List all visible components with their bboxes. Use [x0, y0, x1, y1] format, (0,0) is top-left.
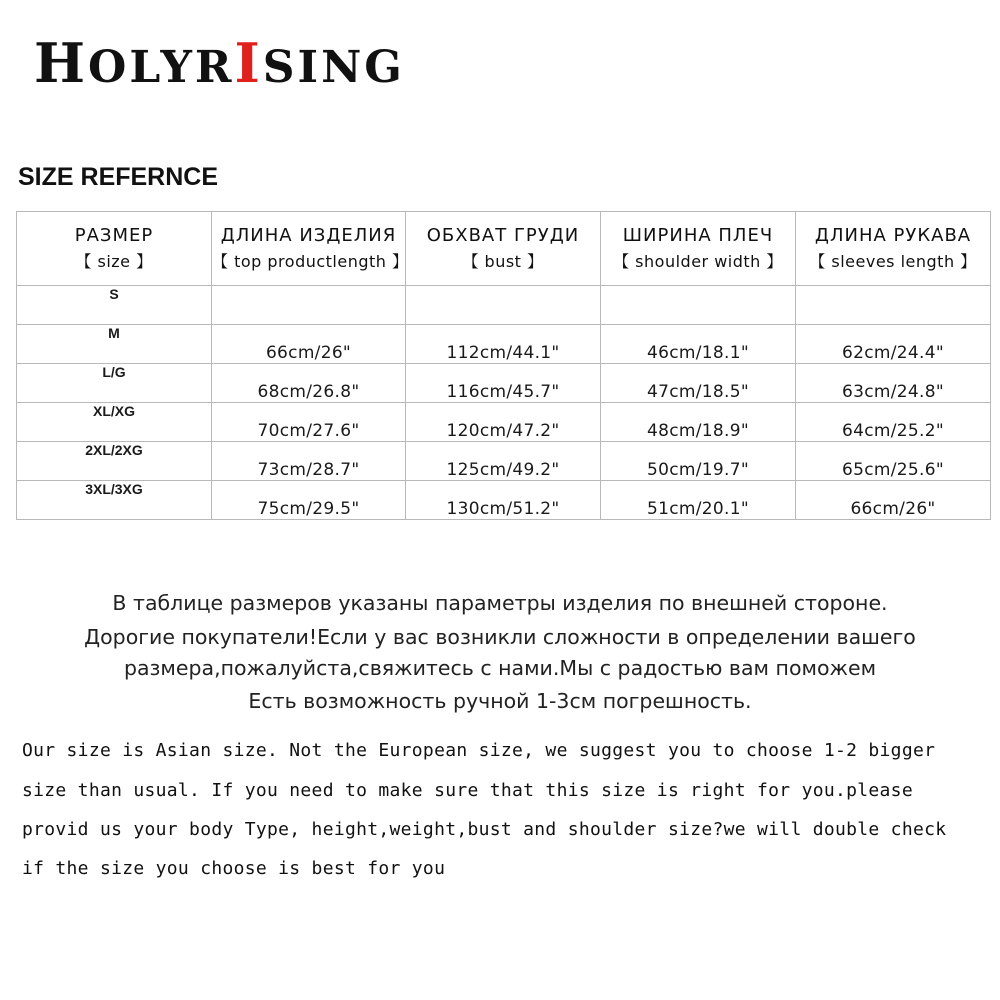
length-cell: 75cm/29.5": [212, 481, 406, 520]
size-cell: L/G: [17, 364, 212, 403]
header-bust-en: 【 bust 】: [462, 252, 544, 271]
header-length-en: 【 top productlength 】: [212, 252, 409, 271]
table-row: [17, 364, 991, 403]
header-sleeve-en: 【 sleeves length 】: [809, 252, 977, 271]
bust-cell: 125cm/49.2": [406, 442, 601, 481]
shoulder-cell: 47cm/18.5": [601, 364, 796, 403]
russian-note-line-3: размера,пожалуйста,свяжитесь с нами.Мы с радостью вам поможем: [123, 656, 877, 680]
table-header-row: [17, 212, 991, 286]
header-bust: [406, 212, 601, 286]
sleeve-cell: 62cm/24.4": [796, 325, 991, 364]
page-title: SIZE REFERNCE: [18, 163, 219, 191]
sleeve-cell: 64cm/25.2": [796, 403, 991, 442]
header-shoulder-en: 【 shoulder width 】: [613, 252, 783, 271]
table-row: [17, 403, 991, 442]
logo-letter-i: I: [234, 31, 263, 95]
table-row: [17, 481, 991, 520]
sleeve-cell: 66cm/26": [796, 481, 991, 520]
size-cell: XL/XG: [17, 403, 212, 442]
table-row: [17, 442, 991, 481]
header-length: [212, 212, 409, 286]
size-cell: M: [17, 325, 212, 364]
bust-cell: 130cm/51.2": [406, 481, 601, 520]
shoulder-cell: 50cm/19.7": [601, 442, 796, 481]
length-cell: 66cm/26": [212, 325, 406, 364]
english-note-line-2: size than usual. If you need to make sure that this size is right for you.please: [22, 780, 913, 801]
russian-note-line-4: Есть возможность ручной 1-3см погрешность.: [248, 689, 752, 713]
header-sleeve-ru: ДЛИНА РУКАВА: [814, 225, 972, 246]
size-chart-table: [16, 211, 991, 520]
brand-logo: [34, 31, 405, 95]
shoulder-cell: [601, 286, 796, 325]
bust-cell: 120cm/47.2": [406, 403, 601, 442]
sleeve-cell: 65cm/25.6": [796, 442, 991, 481]
table-row: [17, 325, 991, 364]
header-shoulder: [601, 212, 796, 286]
shoulder-cell: 48cm/18.9": [601, 403, 796, 442]
size-cell: 3XL/3XG: [17, 481, 212, 520]
sleeve-cell: [796, 286, 991, 325]
header-length-ru: ДЛИНА ИЗДЕЛИЯ: [220, 225, 397, 246]
shoulder-cell: 51cm/20.1": [601, 481, 796, 520]
header-sleeve: [796, 212, 991, 286]
shoulder-cell: 46cm/18.1": [601, 325, 796, 364]
logo-text-part2: SING: [262, 42, 405, 93]
size-cell: S: [17, 286, 212, 325]
russian-note-line-2: Дорогие покупатели!Если у вас возникли сложности в определении вашего: [84, 625, 916, 649]
logo-text-part1: OLYR: [88, 42, 235, 93]
english-note-line-4: if the size you choose is best for you: [22, 858, 446, 879]
bust-cell: 112cm/44.1": [406, 325, 601, 364]
logo-letter-h: H: [34, 31, 89, 95]
english-note-line-3: provid us your body Type, height,weight,bust and shoulder size?we will double check: [22, 819, 947, 840]
header-size-en: 【 size 】: [75, 252, 153, 271]
length-cell: [212, 286, 406, 325]
header-bust-ru: ОБХВАТ ГРУДИ: [426, 225, 580, 246]
table-row: [17, 286, 991, 325]
bust-cell: [406, 286, 601, 325]
length-cell: 73cm/28.7": [212, 442, 406, 481]
sleeve-cell: 63cm/24.8": [796, 364, 991, 403]
header-shoulder-ru: ШИРИНА ПЛЕЧ: [622, 225, 774, 246]
length-cell: 70cm/27.6": [212, 403, 406, 442]
header-size: [17, 212, 212, 286]
length-cell: 68cm/26.8": [212, 364, 406, 403]
bust-cell: 116cm/45.7": [406, 364, 601, 403]
russian-note-line-1: В таблице размеров указаны параметры изделия по внешней стороне.: [112, 591, 888, 615]
header-size-ru: РАЗМЕР: [74, 225, 154, 246]
english-note-line-1: Our size is Asian size. Not the European size, we suggest you to choose 1-2 bigger: [22, 740, 936, 761]
size-cell: 2XL/2XG: [17, 442, 212, 481]
